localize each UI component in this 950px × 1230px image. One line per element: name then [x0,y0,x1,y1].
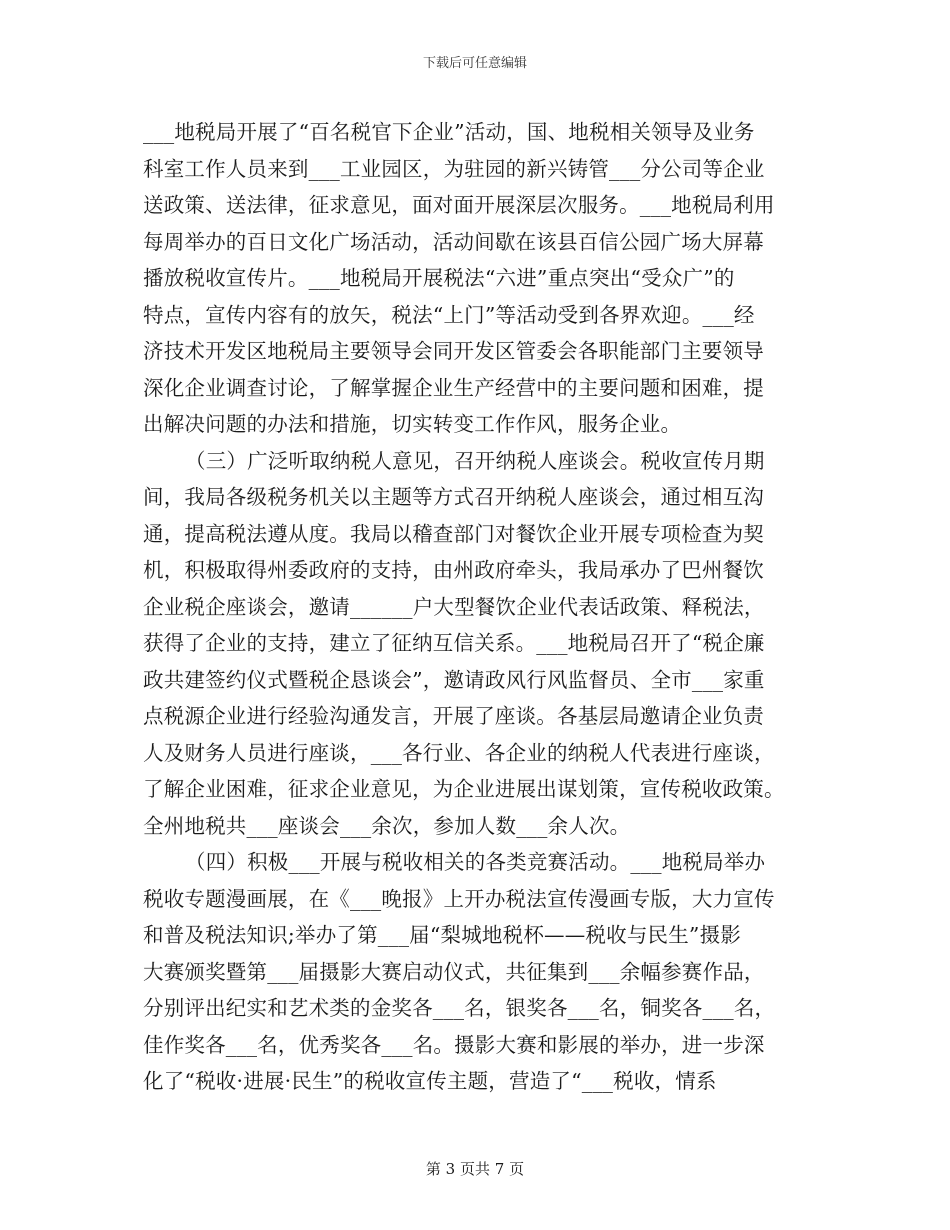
text-line: 深化企业调查讨论，了解掌握企业生产经营中的主要问题和困难，提 [143,375,764,400]
section-four-heading-line: （四）积极___开展与税收相关的各类竞赛活动。___地税局举办 [185,850,766,874]
text-line: 全州地税共___座谈会___余次，参加人数___余人次。 [143,813,631,838]
text-line: 分别评出纪实和艺术类的金奖各___名，银奖各___名，铜奖各___名， [143,996,776,1020]
text-line: 济技术开发区地税局主要领导会同开发区管委会各职能部门主要领导 [143,339,764,363]
text-line: 获得了企业的支持，建立了征纳互信关系。___地税局召开了“税企廉 [143,631,765,655]
text-line: 和普及税法知识;举办了第___届“梨城地税杯——税收与民生”摄影 [143,923,742,947]
text-line: 政共建签约仪式暨税企恳谈会”，邀请政风行风监督员、全市___家重 [143,667,765,692]
text-line: 大赛颁奖暨第___届摄影大赛启动仪式，共征集到___余幅参赛作品， [143,959,765,984]
text-line: 佳作奖各___名，优秀奖各___名。摄影大赛和影展的举办，进一步深 [143,1032,765,1057]
text-line: 人及财务人员进行座谈，___各行业、各企业的纳税人代表进行座谈， [143,740,775,765]
text-line: 出解决问题的办法和措施，切实转变工作作风，服务企业。 [143,412,682,436]
text-line: 送政策、送法律，征求意见，面对面开展深层次服务。___地税局利用 [143,193,775,217]
text-line: 特点，宣传内容有的放矢，税法“上门”等活动受到各界欢迎。___经 [143,302,755,327]
text-line: 每周举办的百日文化广场活动，活动间歇在该县百信公园广场大屏幕 [143,229,764,254]
text-line: ___地税局开展了“百名税官下企业”活动，国、地税相关领导及业务 [143,120,755,144]
text-line: 企业税企座谈会，邀请______户大型餐饮企业代表话政策、释税法， [143,594,765,619]
document-body [143,114,815,1100]
text-line: 通，提高税法遵从度。我局以稽查部门对餐饮企业开展专项检查为契 [143,521,764,546]
text-line: 点税源企业进行经验沟通发言，开展了座谈。各基层局邀请企业负责 [143,704,764,728]
text-line: 机，积极取得州委政府的支持，由州政府牵头，我局承办了巴州餐饮 [143,558,764,582]
text-line: 间，我局各级税务机关以主题等方式召开纳税人座谈会，通过相互沟 [143,485,764,509]
text-line: 了解企业困难，征求企业意见，为企业进展出谋划策，宣传税收政策。 [143,777,785,801]
text-line: 科室工作人员来到___工业园区，为驻园的新兴铸管___分公司等企业 [143,156,765,181]
page-header: 下载后可任意编辑 [422,56,527,71]
page-number-footer: 第 3 页共 7 页 [425,1160,525,1178]
section-three-heading-line: （三）广泛听取纳税人意见，召开纳税人座谈会。税收宣传月期 [185,448,765,473]
text-line: 播放税收宣传片。___地税局开展税法“六进”重点突出“受众广”的 [143,266,735,290]
text-line: 化了“税收·进展·民生”的税收宣传主题，营造了“___税收，情系 [143,1069,717,1093]
text-line: 税收专题漫画展，在《___晚报》上开办税法宣传漫画专版，大力宣传 [143,886,775,911]
